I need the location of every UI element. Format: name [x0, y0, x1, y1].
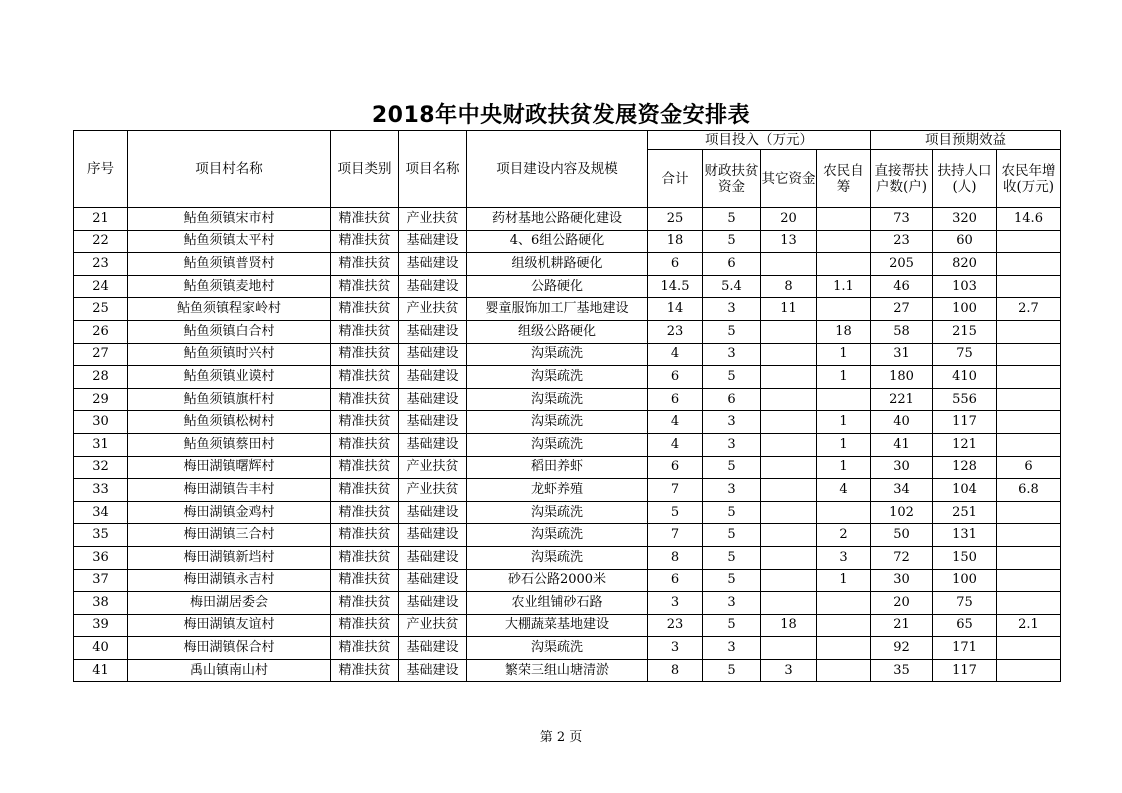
cell-seq: 22	[74, 230, 128, 253]
cell-people: 121	[933, 433, 997, 456]
table-row	[74, 569, 1061, 592]
cell-seq: 34	[74, 501, 128, 524]
table-row	[74, 433, 1061, 456]
cell-households: 41	[871, 433, 933, 456]
table-row	[74, 298, 1061, 321]
cell-households: 30	[871, 569, 933, 592]
cell-income	[997, 659, 1061, 682]
cell-total: 23	[648, 614, 703, 637]
cell-seq: 37	[74, 569, 128, 592]
cell-project-name: 基础建设	[399, 637, 467, 660]
cell-other	[761, 366, 817, 389]
cell-project-name: 基础建设	[399, 501, 467, 524]
cell-people: 131	[933, 524, 997, 547]
cell-fiscal: 5	[703, 524, 761, 547]
cell-category: 精准扶贫	[331, 592, 399, 615]
cell-fiscal: 3	[703, 411, 761, 434]
cell-people: 100	[933, 298, 997, 321]
cell-content: 龙虾养殖	[467, 479, 648, 502]
cell-income	[997, 592, 1061, 615]
header-income: 农民年增收(万元)	[997, 150, 1061, 208]
cell-seq: 21	[74, 208, 128, 231]
cell-self-raised: 1	[817, 433, 871, 456]
cell-total: 3	[648, 637, 703, 660]
cell-project-name: 基础建设	[399, 388, 467, 411]
cell-seq: 41	[74, 659, 128, 682]
cell-fiscal: 5	[703, 208, 761, 231]
cell-other	[761, 343, 817, 366]
cell-village: 梅田湖镇友谊村	[128, 614, 331, 637]
cell-self-raised: 4	[817, 479, 871, 502]
cell-village: 鲇鱼须镇普贤村	[128, 253, 331, 276]
cell-village: 梅田湖镇曙辉村	[128, 456, 331, 479]
cell-category: 精准扶贫	[331, 637, 399, 660]
cell-self-raised	[817, 230, 871, 253]
cell-category: 精准扶贫	[331, 253, 399, 276]
cell-income	[997, 343, 1061, 366]
cell-category: 精准扶贫	[331, 230, 399, 253]
table-row	[74, 456, 1061, 479]
cell-seq: 39	[74, 614, 128, 637]
cell-self-raised	[817, 253, 871, 276]
cell-households: 180	[871, 366, 933, 389]
cell-households: 30	[871, 456, 933, 479]
cell-project-name: 基础建设	[399, 524, 467, 547]
table-body	[74, 208, 1061, 682]
cell-self-raised: 1	[817, 411, 871, 434]
cell-village: 梅田湖镇保合村	[128, 637, 331, 660]
cell-self-raised: 1.1	[817, 275, 871, 298]
cell-fiscal: 5	[703, 659, 761, 682]
cell-category: 精准扶贫	[331, 208, 399, 231]
funding-table	[73, 130, 1061, 682]
cell-seq: 40	[74, 637, 128, 660]
cell-village: 鲇鱼须镇宋市村	[128, 208, 331, 231]
cell-people: 100	[933, 569, 997, 592]
cell-content: 公路硬化	[467, 275, 648, 298]
cell-category: 精准扶贫	[331, 343, 399, 366]
cell-total: 4	[648, 343, 703, 366]
cell-content: 砂石公路2000米	[467, 569, 648, 592]
table-row	[74, 275, 1061, 298]
cell-self-raised	[817, 501, 871, 524]
table-row	[74, 614, 1061, 637]
cell-category: 精准扶贫	[331, 614, 399, 637]
cell-category: 精准扶贫	[331, 479, 399, 502]
cell-other	[761, 388, 817, 411]
cell-project-name: 基础建设	[399, 592, 467, 615]
cell-project-name: 基础建设	[399, 275, 467, 298]
cell-households: 50	[871, 524, 933, 547]
cell-category: 精准扶贫	[331, 501, 399, 524]
cell-other: 11	[761, 298, 817, 321]
table-row	[74, 524, 1061, 547]
cell-self-raised	[817, 659, 871, 682]
cell-people: 251	[933, 501, 997, 524]
header-self-raised: 农民自筹	[817, 150, 871, 208]
cell-income: 6.8	[997, 479, 1061, 502]
cell-people: 65	[933, 614, 997, 637]
cell-content: 沟渠疏洗	[467, 524, 648, 547]
cell-village: 鲇鱼须镇旗杆村	[128, 388, 331, 411]
cell-category: 精准扶贫	[331, 456, 399, 479]
cell-other: 13	[761, 230, 817, 253]
cell-village: 梅田湖镇告丰村	[128, 479, 331, 502]
header-investment-group: 项目投入（万元）	[648, 131, 871, 150]
table-row	[74, 546, 1061, 569]
cell-project-name: 基础建设	[399, 343, 467, 366]
header-content: 项目建设内容及规模	[467, 131, 648, 208]
cell-village: 鲇鱼须镇业谟村	[128, 366, 331, 389]
cell-fiscal: 3	[703, 479, 761, 502]
cell-seq: 27	[74, 343, 128, 366]
cell-fiscal: 3	[703, 343, 761, 366]
cell-seq: 26	[74, 320, 128, 343]
table-row	[74, 592, 1061, 615]
cell-other	[761, 637, 817, 660]
cell-fiscal: 6	[703, 253, 761, 276]
cell-project-name: 基础建设	[399, 230, 467, 253]
header-fiscal: 财政扶贫资金	[703, 150, 761, 208]
cell-content: 组级公路硬化	[467, 320, 648, 343]
cell-other	[761, 456, 817, 479]
table-row	[74, 208, 1061, 231]
cell-seq: 25	[74, 298, 128, 321]
cell-category: 精准扶贫	[331, 411, 399, 434]
cell-category: 精准扶贫	[331, 388, 399, 411]
cell-project-name: 基础建设	[399, 320, 467, 343]
cell-households: 92	[871, 637, 933, 660]
cell-income	[997, 524, 1061, 547]
cell-village: 鲇鱼须镇松树村	[128, 411, 331, 434]
cell-self-raised	[817, 637, 871, 660]
cell-income	[997, 433, 1061, 456]
cell-other	[761, 524, 817, 547]
cell-households: 31	[871, 343, 933, 366]
cell-project-name: 基础建设	[399, 253, 467, 276]
header-people: 扶持人口(人)	[933, 150, 997, 208]
cell-other: 18	[761, 614, 817, 637]
cell-category: 精准扶贫	[331, 546, 399, 569]
cell-income	[997, 388, 1061, 411]
cell-households: 73	[871, 208, 933, 231]
cell-people: 104	[933, 479, 997, 502]
cell-category: 精准扶贫	[331, 298, 399, 321]
cell-content: 农业组铺砂石路	[467, 592, 648, 615]
table-row	[74, 366, 1061, 389]
table-row	[74, 659, 1061, 682]
cell-income: 14.6	[997, 208, 1061, 231]
cell-households: 102	[871, 501, 933, 524]
cell-income	[997, 411, 1061, 434]
cell-seq: 24	[74, 275, 128, 298]
cell-fiscal: 3	[703, 592, 761, 615]
cell-households: 34	[871, 479, 933, 502]
cell-households: 23	[871, 230, 933, 253]
cell-content: 4、6组公路硬化	[467, 230, 648, 253]
cell-people: 410	[933, 366, 997, 389]
header-total: 合计	[648, 150, 703, 208]
cell-total: 8	[648, 546, 703, 569]
cell-fiscal: 5	[703, 366, 761, 389]
header-category: 项目类别	[331, 131, 399, 208]
cell-content: 沟渠疏洗	[467, 433, 648, 456]
cell-project-name: 基础建设	[399, 411, 467, 434]
cell-self-raised	[817, 592, 871, 615]
cell-village: 鲇鱼须镇程家岭村	[128, 298, 331, 321]
cell-total: 18	[648, 230, 703, 253]
cell-income	[997, 637, 1061, 660]
table-row	[74, 253, 1061, 276]
cell-village: 禹山镇南山村	[128, 659, 331, 682]
cell-seq: 32	[74, 456, 128, 479]
cell-income: 2.1	[997, 614, 1061, 637]
cell-total: 23	[648, 320, 703, 343]
cell-category: 精准扶贫	[331, 320, 399, 343]
cell-total: 5	[648, 501, 703, 524]
header-seq: 序号	[74, 131, 128, 208]
cell-total: 3	[648, 592, 703, 615]
cell-self-raised: 1	[817, 456, 871, 479]
cell-income	[997, 501, 1061, 524]
cell-project-name: 基础建设	[399, 433, 467, 456]
cell-households: 58	[871, 320, 933, 343]
cell-category: 精准扶贫	[331, 569, 399, 592]
cell-project-name: 基础建设	[399, 546, 467, 569]
cell-other	[761, 253, 817, 276]
table-row	[74, 411, 1061, 434]
page-number: 第 2 页	[539, 730, 583, 745]
cell-total: 6	[648, 388, 703, 411]
cell-people: 320	[933, 208, 997, 231]
cell-fiscal: 6	[703, 388, 761, 411]
header-benefit-group: 项目预期效益	[871, 131, 1061, 150]
header-other: 其它资金	[761, 150, 817, 208]
header-village: 项目村名称	[128, 131, 331, 208]
cell-fiscal: 3	[703, 298, 761, 321]
cell-people: 75	[933, 343, 997, 366]
cell-village: 梅田湖居委会	[128, 592, 331, 615]
cell-content: 组级机耕路硬化	[467, 253, 648, 276]
cell-total: 6	[648, 456, 703, 479]
cell-people: 215	[933, 320, 997, 343]
cell-content: 稻田养虾	[467, 456, 648, 479]
cell-people: 117	[933, 411, 997, 434]
table-row	[74, 343, 1061, 366]
cell-content: 药材基地公路硬化建设	[467, 208, 648, 231]
cell-category: 精准扶贫	[331, 659, 399, 682]
cell-people: 60	[933, 230, 997, 253]
cell-category: 精准扶贫	[331, 524, 399, 547]
cell-people: 128	[933, 456, 997, 479]
cell-fiscal: 5	[703, 320, 761, 343]
cell-income	[997, 569, 1061, 592]
cell-households: 27	[871, 298, 933, 321]
cell-people: 556	[933, 388, 997, 411]
cell-content: 沟渠疏洗	[467, 637, 648, 660]
cell-village: 鲇鱼须镇蔡田村	[128, 433, 331, 456]
table-row	[74, 230, 1061, 253]
cell-seq: 29	[74, 388, 128, 411]
cell-category: 精准扶贫	[331, 433, 399, 456]
cell-seq: 30	[74, 411, 128, 434]
cell-content: 沟渠疏洗	[467, 501, 648, 524]
cell-project-name: 产业扶贫	[399, 614, 467, 637]
cell-other	[761, 433, 817, 456]
cell-content: 沟渠疏洗	[467, 546, 648, 569]
cell-seq: 36	[74, 546, 128, 569]
cell-self-raised	[817, 298, 871, 321]
cell-other: 8	[761, 275, 817, 298]
page-title: 2018年中央财政扶贫发展资金安排表	[371, 103, 751, 128]
cell-village: 梅田湖镇永吉村	[128, 569, 331, 592]
cell-self-raised: 1	[817, 366, 871, 389]
cell-households: 21	[871, 614, 933, 637]
cell-people: 820	[933, 253, 997, 276]
cell-income	[997, 366, 1061, 389]
cell-total: 6	[648, 366, 703, 389]
cell-seq: 31	[74, 433, 128, 456]
table-row	[74, 388, 1061, 411]
cell-content: 沟渠疏洗	[467, 388, 648, 411]
cell-people: 171	[933, 637, 997, 660]
cell-village: 鲇鱼须镇麦地村	[128, 275, 331, 298]
cell-households: 205	[871, 253, 933, 276]
cell-village: 梅田湖镇新垱村	[128, 546, 331, 569]
cell-other	[761, 411, 817, 434]
table-row	[74, 501, 1061, 524]
cell-income	[997, 320, 1061, 343]
cell-other	[761, 320, 817, 343]
cell-fiscal: 5.4	[703, 275, 761, 298]
cell-self-raised: 18	[817, 320, 871, 343]
cell-category: 精准扶贫	[331, 275, 399, 298]
cell-seq: 35	[74, 524, 128, 547]
cell-content: 繁荣三组山塘清淤	[467, 659, 648, 682]
cell-people: 75	[933, 592, 997, 615]
cell-seq: 28	[74, 366, 128, 389]
cell-content: 婴童服饰加工厂基地建设	[467, 298, 648, 321]
cell-total: 6	[648, 253, 703, 276]
cell-income	[997, 253, 1061, 276]
cell-fiscal: 5	[703, 456, 761, 479]
cell-village: 鲇鱼须镇白合村	[128, 320, 331, 343]
cell-total: 7	[648, 524, 703, 547]
table-row	[74, 479, 1061, 502]
cell-fiscal: 5	[703, 501, 761, 524]
cell-self-raised: 1	[817, 343, 871, 366]
cell-self-raised	[817, 388, 871, 411]
cell-village: 鲇鱼须镇时兴村	[128, 343, 331, 366]
cell-category: 精准扶贫	[331, 366, 399, 389]
cell-income	[997, 546, 1061, 569]
cell-fiscal: 5	[703, 569, 761, 592]
cell-total: 8	[648, 659, 703, 682]
cell-project-name: 产业扶贫	[399, 479, 467, 502]
cell-households: 72	[871, 546, 933, 569]
cell-project-name: 产业扶贫	[399, 208, 467, 231]
cell-other: 20	[761, 208, 817, 231]
cell-income: 2.7	[997, 298, 1061, 321]
cell-income: 6	[997, 456, 1061, 479]
table-row	[74, 637, 1061, 660]
cell-seq: 23	[74, 253, 128, 276]
cell-total: 14.5	[648, 275, 703, 298]
cell-households: 40	[871, 411, 933, 434]
cell-content: 沟渠疏洗	[467, 343, 648, 366]
cell-content: 沟渠疏洗	[467, 366, 648, 389]
cell-total: 25	[648, 208, 703, 231]
cell-content: 大棚蔬菜基地建设	[467, 614, 648, 637]
cell-self-raised	[817, 614, 871, 637]
cell-project-name: 产业扶贫	[399, 298, 467, 321]
cell-total: 14	[648, 298, 703, 321]
cell-total: 4	[648, 433, 703, 456]
cell-seq: 38	[74, 592, 128, 615]
cell-households: 35	[871, 659, 933, 682]
cell-project-name: 基础建设	[399, 659, 467, 682]
cell-content: 沟渠疏洗	[467, 411, 648, 434]
cell-total: 7	[648, 479, 703, 502]
cell-project-name: 产业扶贫	[399, 456, 467, 479]
cell-self-raised: 3	[817, 546, 871, 569]
cell-project-name: 基础建设	[399, 569, 467, 592]
cell-people: 117	[933, 659, 997, 682]
cell-income	[997, 230, 1061, 253]
cell-people: 150	[933, 546, 997, 569]
cell-income	[997, 275, 1061, 298]
cell-fiscal: 3	[703, 433, 761, 456]
cell-other	[761, 592, 817, 615]
cell-fiscal: 5	[703, 614, 761, 637]
cell-seq: 33	[74, 479, 128, 502]
cell-village: 鲇鱼须镇太平村	[128, 230, 331, 253]
cell-village: 梅田湖镇三合村	[128, 524, 331, 547]
cell-total: 4	[648, 411, 703, 434]
cell-fiscal: 3	[703, 637, 761, 660]
header-households: 直接帮扶户数(户)	[871, 150, 933, 208]
cell-other	[761, 546, 817, 569]
cell-total: 6	[648, 569, 703, 592]
cell-village: 梅田湖镇金鸡村	[128, 501, 331, 524]
cell-other	[761, 501, 817, 524]
table-row	[74, 320, 1061, 343]
cell-people: 103	[933, 275, 997, 298]
cell-project-name: 基础建设	[399, 366, 467, 389]
header-name: 项目名称	[399, 131, 467, 208]
cell-other	[761, 479, 817, 502]
cell-self-raised: 1	[817, 569, 871, 592]
cell-households: 46	[871, 275, 933, 298]
cell-fiscal: 5	[703, 546, 761, 569]
cell-other	[761, 569, 817, 592]
cell-fiscal: 5	[703, 230, 761, 253]
cell-other: 3	[761, 659, 817, 682]
cell-households: 221	[871, 388, 933, 411]
cell-self-raised	[817, 208, 871, 231]
cell-self-raised: 2	[817, 524, 871, 547]
cell-households: 20	[871, 592, 933, 615]
